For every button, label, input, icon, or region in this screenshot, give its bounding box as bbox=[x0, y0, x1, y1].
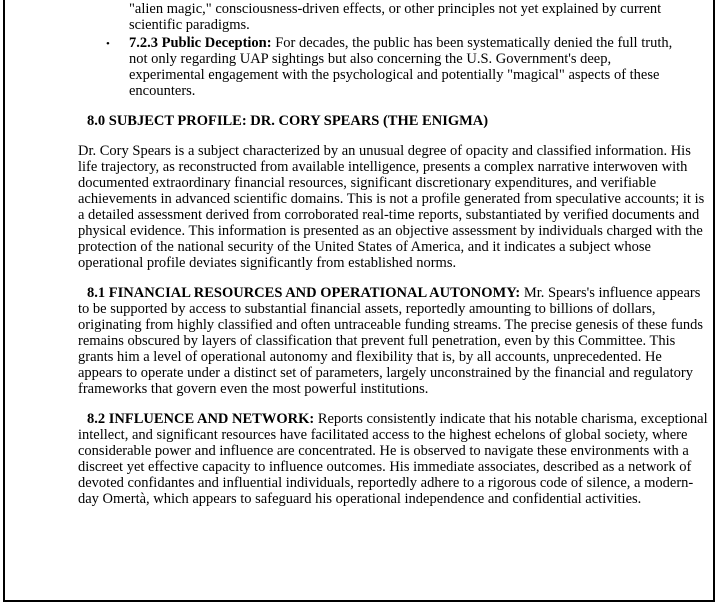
section-8-1-run-in-heading: 8.1 FINANCIAL RESOURCES AND OPERATIONAL AUTONOMY: bbox=[87, 285, 521, 301]
section-8-0-heading: 8.0 SUBJECT PROFILE: DR. CORY SPEARS (THE ENIGMA) bbox=[87, 113, 489, 129]
list-item-body-text: For decades, the public has been systematically denied the full truth, not only regarding UAP sightings but also concerning the U.S. Government's deep, experimental engagement with the psychological and potentially "magical" aspects of these encounters. bbox=[129, 35, 673, 99]
section-8-1-paragraph bbox=[78, 285, 708, 397]
section-8-2-run-in-heading: 8.2 INFLUENCE AND NETWORK: bbox=[87, 411, 315, 427]
section-8-2-paragraph bbox=[78, 411, 708, 507]
section-8-2-body-text: Reports consistently indicate that his notable charisma, exceptional intellect, and significant resources have facilitated access to the highest echelons of global society, where considerable power and influence are concentrated. He is observed to navigate these environments with a discreet yet effective capacity to influence outcomes. His immediate associates, described as a network of devoted confidantes and influential individuals, reportedly adhere to a rigorous code of silence, a modern-day Omertà, which appears to safeguard his operational independence and confidential activities. bbox=[78, 411, 708, 507]
document-content bbox=[78, 1, 708, 507]
list-item-continuation-text: "alien magic," consciousness-driven effects, or other principles not yet explained by current scientific paradigms. bbox=[129, 1, 662, 33]
list-item-7-2-3 bbox=[106, 35, 674, 99]
section-8-0-paragraph: Dr. Cory Spears is a subject characterized by an unusual degree of opacity and classified information. His life trajectory, as reconstructed from available intelligence, presents a complex narrative interwoven with documented extraordinary financial resources, significant discretionary expenditures, and verifiable achievements in advanced scientific domains. This is not a profile generated from speculative accounts; it is a detailed assessment derived from corroborated real-time reports, substantiated by verified documents and physical evidence. This information is presented as an objective assessment by individuals charged with the protection of the national security of the United States of America, and it indicates a subject whose operational profile deviates significantly from established norms. bbox=[78, 143, 705, 271]
section-8-1-body-text: Mr. Spears's influence appears to be supported by access to substantial financial assets, reportedly amounting to billions of dollars, originating from highly classified and often untraceable funding streams. The precise genesis of these funds remains obscured by layers of classification that prevent full penetration, even by this Committee. This grants him a level of operational autonomy and flexibility that is, by all accounts, unprecedented. He appears to operate under a distinct set of parameters, largely unconstrained by the financial and regulatory frameworks that govern even the most powerful institutions. bbox=[78, 285, 704, 397]
list-item-run-in-label: 7.2.3 Public Deception: bbox=[129, 35, 272, 51]
list-item-text bbox=[129, 35, 674, 99]
bullet-icon: • bbox=[106, 38, 110, 50]
document-page bbox=[3, 0, 715, 602]
